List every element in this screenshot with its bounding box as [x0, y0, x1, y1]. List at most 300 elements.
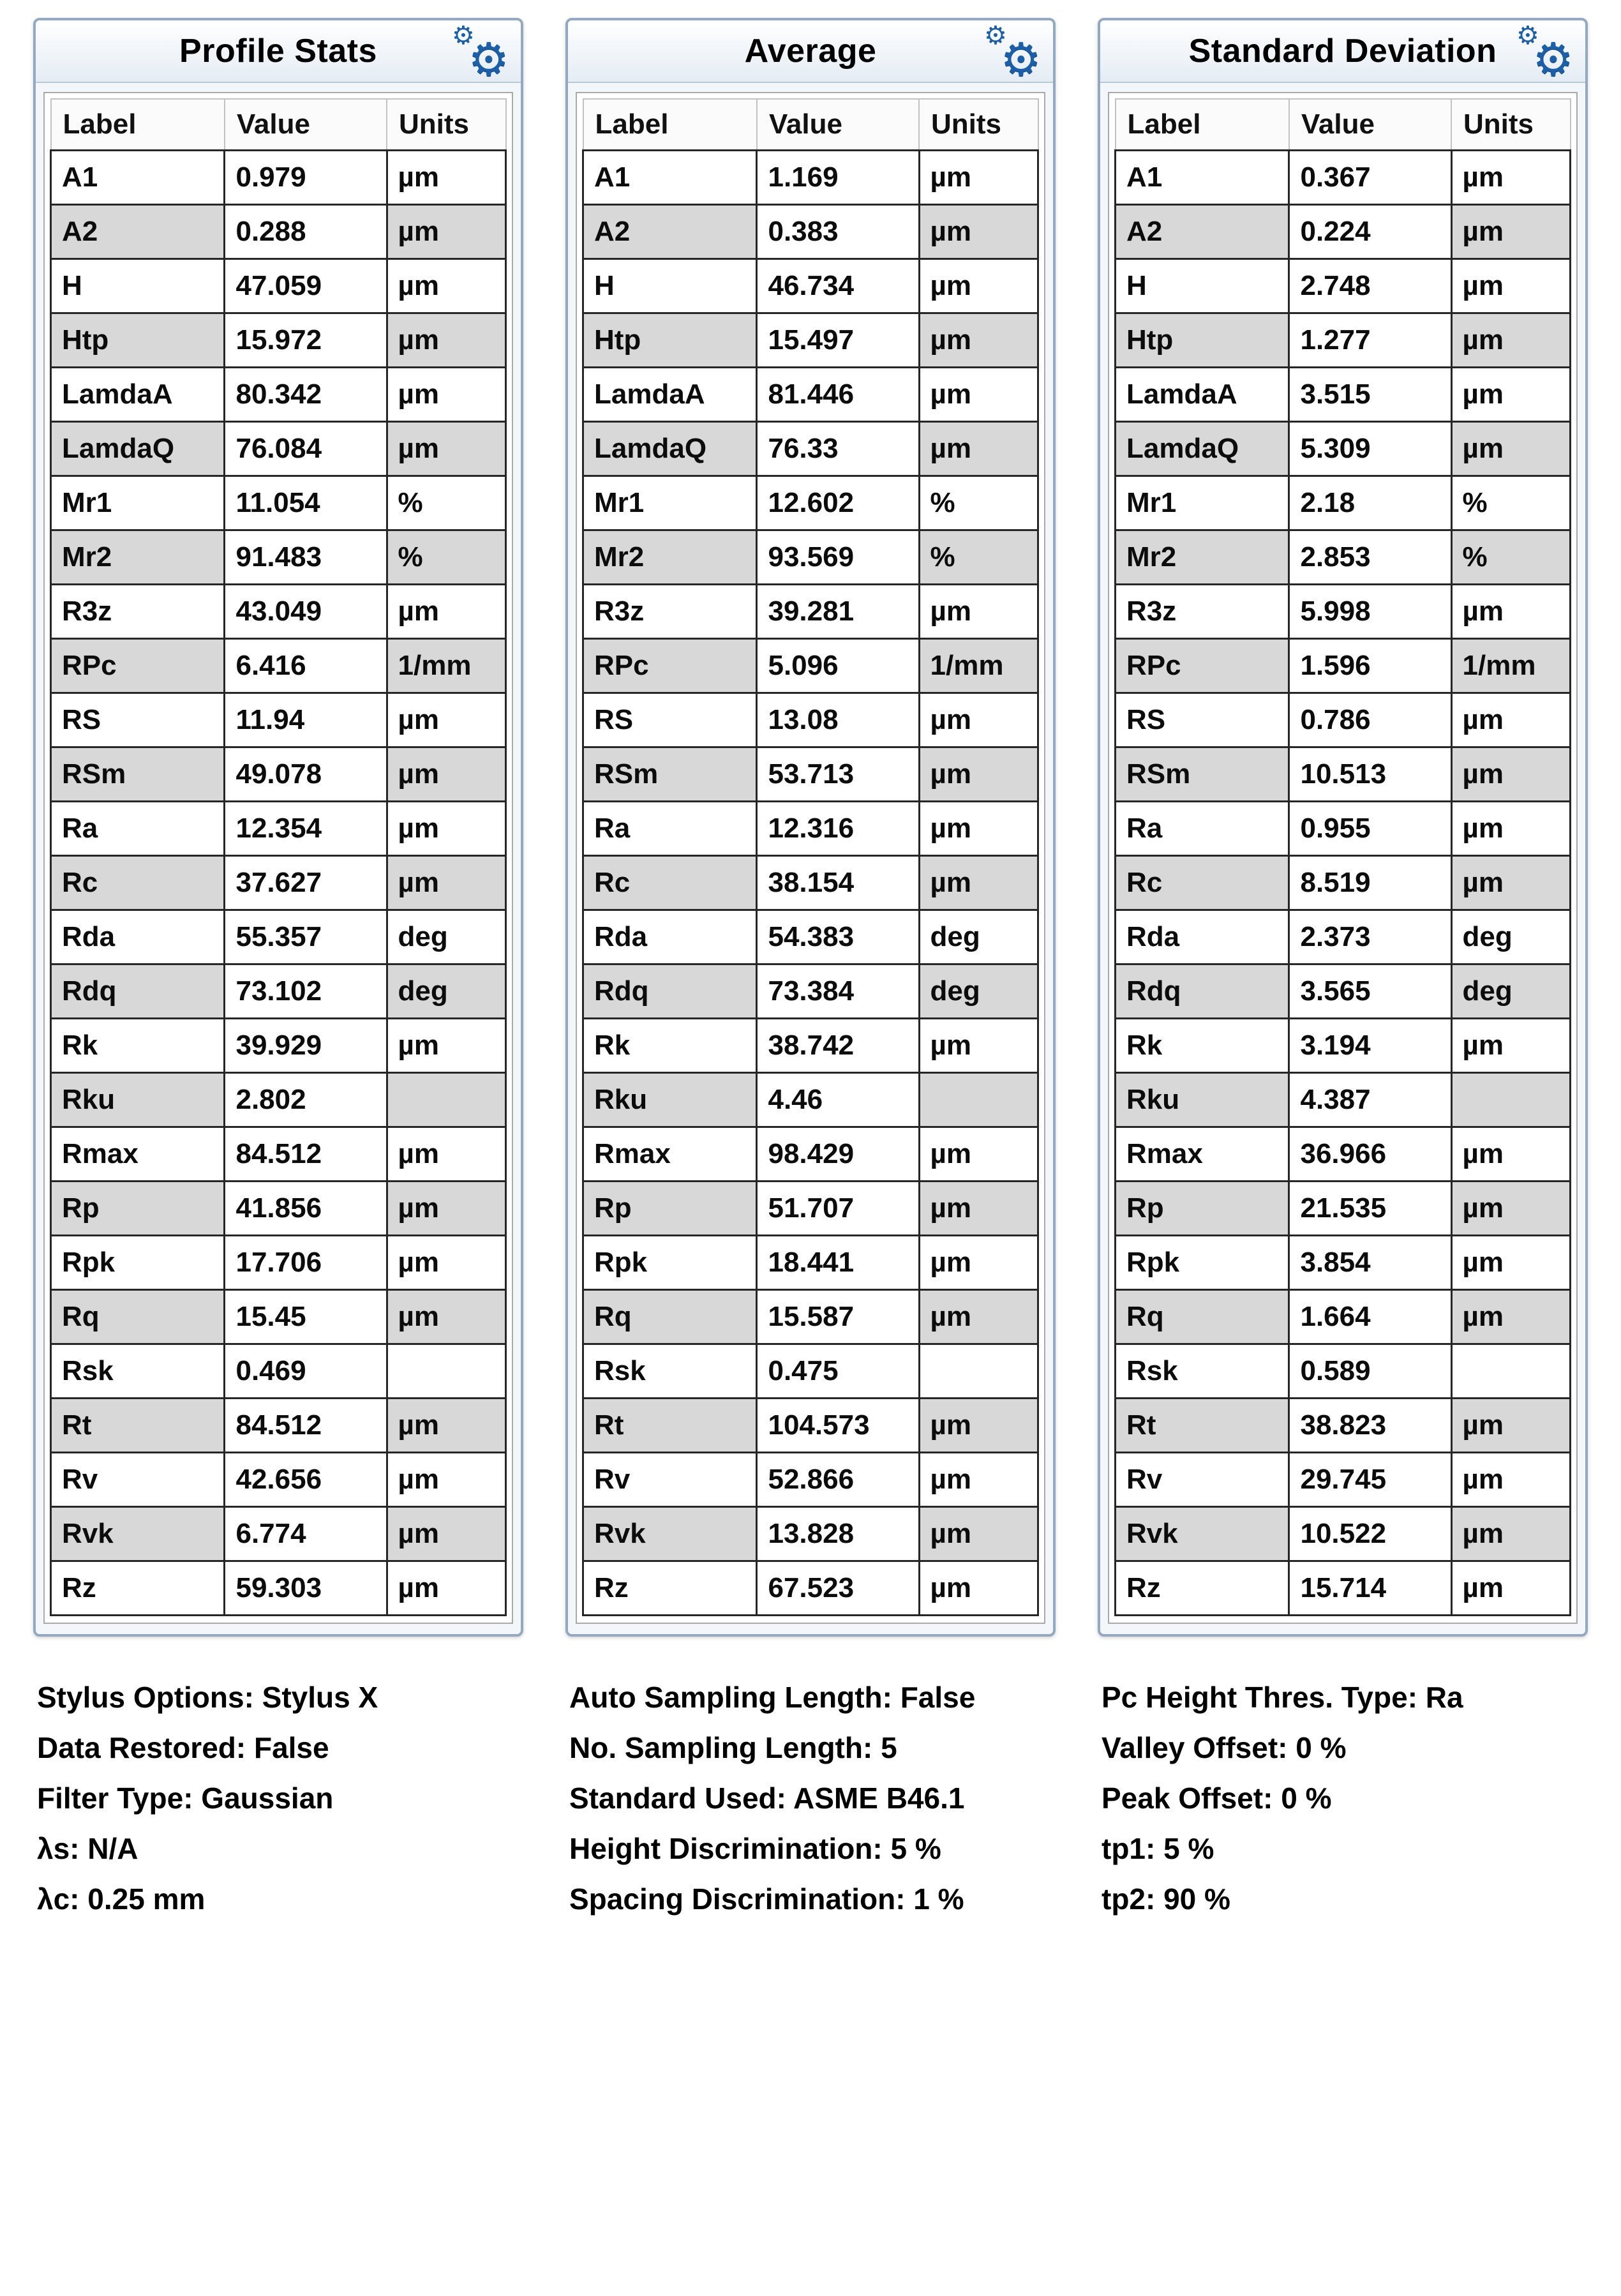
units-cell: µm: [1451, 1019, 1570, 1073]
value-cell: 2.802: [225, 1073, 387, 1127]
table-row: [51, 1019, 506, 1073]
settings-gears-icon[interactable]: [1515, 22, 1574, 86]
value-cell: 38.742: [757, 1019, 919, 1073]
units-cell: µm: [919, 1399, 1038, 1453]
panel-title: Standard Deviation: [1188, 33, 1497, 70]
table-row: [583, 1019, 1038, 1073]
units-cell: µm: [387, 802, 505, 856]
value-cell: 5.096: [757, 639, 919, 693]
value-cell: 2.853: [1289, 530, 1451, 585]
stats-table-container: [576, 92, 1045, 1624]
table-row: [583, 151, 1038, 205]
panel-header: [36, 20, 521, 86]
value-cell: 15.714: [1289, 1561, 1451, 1616]
value-cell: 2.748: [1289, 259, 1451, 313]
units-cell: [919, 1344, 1038, 1399]
table-row: [1116, 964, 1571, 1019]
table-row: [1116, 910, 1571, 964]
table-row: [51, 856, 506, 910]
label-cell: Rmax: [1116, 1127, 1289, 1182]
column-header-label: Label: [583, 99, 757, 151]
label-cell: H: [51, 259, 225, 313]
value-cell: 84.512: [225, 1399, 387, 1453]
table-row: [51, 1507, 506, 1561]
label-cell: H: [583, 259, 757, 313]
value-cell: 3.194: [1289, 1019, 1451, 1073]
label-cell: RS: [1116, 693, 1289, 747]
label-cell: RPc: [583, 639, 757, 693]
table-row: [583, 639, 1038, 693]
table-row: [583, 1127, 1038, 1182]
units-cell: µm: [919, 151, 1038, 205]
value-cell: 73.102: [225, 964, 387, 1019]
table-row: [1116, 259, 1571, 313]
units-cell: µm: [919, 1127, 1038, 1182]
table-row: [51, 747, 506, 802]
setting-line: Spacing Discrimination: 1 %: [569, 1882, 964, 1916]
label-cell: Rq: [1116, 1290, 1289, 1344]
label-cell: Rv: [583, 1453, 757, 1507]
value-cell: 0.955: [1289, 802, 1451, 856]
value-cell: 13.08: [757, 693, 919, 747]
column-header-units: Units: [919, 99, 1038, 151]
label-cell: Rc: [51, 856, 225, 910]
units-cell: µm: [387, 313, 505, 368]
value-cell: 52.866: [757, 1453, 919, 1507]
units-cell: [919, 1073, 1038, 1127]
table-row: [1116, 368, 1571, 422]
table-header-row: [1116, 99, 1571, 151]
large-gear-icon: ⚙: [1532, 34, 1574, 86]
units-cell: µm: [919, 585, 1038, 639]
table-row: [51, 1236, 506, 1290]
setting-line: λc: 0.25 mm: [37, 1882, 205, 1916]
label-cell: RPc: [51, 639, 225, 693]
value-cell: 1.169: [757, 151, 919, 205]
label-cell: Rt: [51, 1399, 225, 1453]
label-cell: Htp: [583, 313, 757, 368]
label-cell: Rdq: [1116, 964, 1289, 1019]
value-cell: 47.059: [225, 259, 387, 313]
label-cell: Rvk: [51, 1507, 225, 1561]
value-cell: 39.281: [757, 585, 919, 639]
value-cell: 53.713: [757, 747, 919, 802]
value-cell: 0.224: [1289, 205, 1451, 259]
label-cell: Mr1: [51, 476, 225, 530]
small-gear-icon: ⚙: [1516, 22, 1539, 50]
label-cell: Rvk: [1116, 1507, 1289, 1561]
column-header-units: Units: [387, 99, 505, 151]
table-row: [583, 585, 1038, 639]
table-row: [583, 1507, 1038, 1561]
table-row: [583, 747, 1038, 802]
table-row: [1116, 1507, 1571, 1561]
units-cell: µm: [387, 1182, 505, 1236]
table-row: [1116, 1019, 1571, 1073]
label-cell: Rmax: [583, 1127, 757, 1182]
units-cell: µm: [919, 802, 1038, 856]
units-cell: %: [919, 476, 1038, 530]
units-cell: µm: [387, 259, 505, 313]
label-cell: Rda: [1116, 910, 1289, 964]
units-cell: µm: [919, 1290, 1038, 1344]
label-cell: RS: [51, 693, 225, 747]
table-row: [583, 802, 1038, 856]
value-cell: 0.367: [1289, 151, 1451, 205]
table-row: [51, 151, 506, 205]
stats-table-container: [1108, 92, 1578, 1624]
table-row: [51, 1561, 506, 1616]
value-cell: 93.569: [757, 530, 919, 585]
units-cell: µm: [387, 1127, 505, 1182]
units-cell: µm: [1451, 585, 1570, 639]
label-cell: A2: [583, 205, 757, 259]
value-cell: 5.998: [1289, 585, 1451, 639]
table-row: [51, 1290, 506, 1344]
value-cell: 1.277: [1289, 313, 1451, 368]
label-cell: Rq: [51, 1290, 225, 1344]
table-row: [1116, 1561, 1571, 1616]
label-cell: Rda: [583, 910, 757, 964]
table-header-row: [583, 99, 1038, 151]
units-cell: µm: [1451, 747, 1570, 802]
value-cell: 91.483: [225, 530, 387, 585]
label-cell: Rc: [583, 856, 757, 910]
table-row: [1116, 1073, 1571, 1127]
table-row: [583, 1290, 1038, 1344]
panel-title: Average: [744, 33, 877, 70]
stats-table: [1114, 98, 1571, 1616]
units-cell: µm: [1451, 259, 1570, 313]
label-cell: Rv: [51, 1453, 225, 1507]
label-cell: LamdaA: [51, 368, 225, 422]
label-cell: A1: [1116, 151, 1289, 205]
label-cell: Rsk: [51, 1344, 225, 1399]
units-cell: µm: [387, 1507, 505, 1561]
value-cell: 10.513: [1289, 747, 1451, 802]
settings-gears-icon[interactable]: [983, 22, 1042, 86]
value-cell: 43.049: [225, 585, 387, 639]
units-cell: µm: [919, 693, 1038, 747]
stats-table: [582, 98, 1039, 1616]
label-cell: Rz: [583, 1561, 757, 1616]
table-row: [583, 476, 1038, 530]
label-cell: Ra: [583, 802, 757, 856]
table-row: [583, 368, 1038, 422]
table-row: [1116, 205, 1571, 259]
label-cell: Rk: [1116, 1019, 1289, 1073]
value-cell: 46.734: [757, 259, 919, 313]
label-cell: Rku: [583, 1073, 757, 1127]
units-cell: %: [1451, 530, 1570, 585]
value-cell: 10.522: [1289, 1507, 1451, 1561]
value-cell: 11.94: [225, 693, 387, 747]
value-cell: 12.602: [757, 476, 919, 530]
value-cell: 17.706: [225, 1236, 387, 1290]
table-row: [583, 693, 1038, 747]
table-row: [51, 476, 506, 530]
table-row: [1116, 1453, 1571, 1507]
settings-summary-profile-stats: [33, 1672, 523, 1925]
setting-line: Valley Offset: 0 %: [1102, 1731, 1347, 1765]
label-cell: Ra: [51, 802, 225, 856]
units-cell: µm: [919, 1182, 1038, 1236]
table-header-row: [51, 99, 506, 151]
value-cell: 80.342: [225, 368, 387, 422]
table-row: [583, 205, 1038, 259]
value-cell: 2.18: [1289, 476, 1451, 530]
units-cell: µm: [1451, 151, 1570, 205]
table-row: [583, 1073, 1038, 1127]
value-cell: 38.823: [1289, 1399, 1451, 1453]
units-cell: µm: [1451, 313, 1570, 368]
table-row: [583, 856, 1038, 910]
label-cell: RS: [583, 693, 757, 747]
value-cell: 59.303: [225, 1561, 387, 1616]
value-cell: 67.523: [757, 1561, 919, 1616]
table-row: [583, 1236, 1038, 1290]
units-cell: %: [919, 530, 1038, 585]
value-cell: 0.288: [225, 205, 387, 259]
value-cell: 104.573: [757, 1399, 919, 1453]
panel-header: [1100, 20, 1585, 86]
label-cell: Rda: [51, 910, 225, 964]
table-row: [51, 639, 506, 693]
units-cell: µm: [387, 1290, 505, 1344]
value-cell: 1.596: [1289, 639, 1451, 693]
value-cell: 3.565: [1289, 964, 1451, 1019]
setting-line: tp2: 90 %: [1102, 1882, 1230, 1916]
label-cell: Mr2: [583, 530, 757, 585]
setting-line: tp1: 5 %: [1102, 1832, 1214, 1866]
units-cell: µm: [387, 151, 505, 205]
panel-standard-deviation: [1098, 18, 1588, 1637]
table-row: [583, 1399, 1038, 1453]
small-gear-icon: ⚙: [452, 22, 475, 50]
units-cell: µm: [1451, 1561, 1570, 1616]
units-cell: 1/mm: [1451, 639, 1570, 693]
units-cell: µm: [1451, 856, 1570, 910]
table-row: [583, 1182, 1038, 1236]
value-cell: 11.054: [225, 476, 387, 530]
units-cell: [387, 1344, 505, 1399]
label-cell: RSm: [583, 747, 757, 802]
label-cell: Rp: [1116, 1182, 1289, 1236]
units-cell: µm: [1451, 1290, 1570, 1344]
label-cell: Rp: [583, 1182, 757, 1236]
value-cell: 0.979: [225, 151, 387, 205]
value-cell: 13.828: [757, 1507, 919, 1561]
value-cell: 38.154: [757, 856, 919, 910]
units-cell: µm: [919, 1236, 1038, 1290]
column-header-units: Units: [1451, 99, 1570, 151]
table-row: [51, 422, 506, 476]
value-cell: 55.357: [225, 910, 387, 964]
table-row: [51, 259, 506, 313]
value-cell: 12.316: [757, 802, 919, 856]
panel-profile-stats: [33, 18, 523, 1637]
units-cell: µm: [919, 1019, 1038, 1073]
label-cell: LamdaA: [583, 368, 757, 422]
label-cell: A2: [1116, 205, 1289, 259]
table-row: [51, 1399, 506, 1453]
label-cell: R3z: [583, 585, 757, 639]
value-cell: 41.856: [225, 1182, 387, 1236]
table-row: [51, 1453, 506, 1507]
units-cell: µm: [919, 368, 1038, 422]
value-cell: 81.446: [757, 368, 919, 422]
label-cell: Rz: [1116, 1561, 1289, 1616]
table-row: [583, 1344, 1038, 1399]
value-cell: 15.972: [225, 313, 387, 368]
units-cell: µm: [1451, 1127, 1570, 1182]
units-cell: µm: [387, 422, 505, 476]
units-cell: µm: [387, 1399, 505, 1453]
label-cell: Htp: [1116, 313, 1289, 368]
table-row: [583, 530, 1038, 585]
value-cell: 0.589: [1289, 1344, 1451, 1399]
large-gear-icon: ⚙: [1000, 34, 1042, 86]
label-cell: Rmax: [51, 1127, 225, 1182]
value-cell: 76.084: [225, 422, 387, 476]
table-row: [1116, 639, 1571, 693]
units-cell: µm: [387, 585, 505, 639]
small-gear-icon: ⚙: [984, 22, 1007, 50]
label-cell: Mr1: [583, 476, 757, 530]
column-header-value: Value: [1289, 99, 1451, 151]
table-row: [51, 910, 506, 964]
units-cell: µm: [1451, 1399, 1570, 1453]
value-cell: 18.441: [757, 1236, 919, 1290]
table-row: [583, 1561, 1038, 1616]
units-cell: [387, 1073, 505, 1127]
table-row: [1116, 1399, 1571, 1453]
units-cell: %: [1451, 476, 1570, 530]
value-cell: 51.707: [757, 1182, 919, 1236]
label-cell: Rpk: [583, 1236, 757, 1290]
value-cell: 0.469: [225, 1344, 387, 1399]
value-cell: 37.627: [225, 856, 387, 910]
label-cell: Rsk: [583, 1344, 757, 1399]
label-cell: RPc: [1116, 639, 1289, 693]
table-row: [583, 313, 1038, 368]
settings-gears-icon[interactable]: [451, 22, 509, 86]
units-cell: µm: [387, 205, 505, 259]
table-row: [1116, 1344, 1571, 1399]
label-cell: Htp: [51, 313, 225, 368]
units-cell: µm: [919, 1507, 1038, 1561]
value-cell: 39.929: [225, 1019, 387, 1073]
table-row: [1116, 856, 1571, 910]
table-row: [1116, 585, 1571, 639]
settings-summaries: [33, 1672, 1588, 1925]
label-cell: A1: [51, 151, 225, 205]
label-cell: Rvk: [583, 1507, 757, 1561]
label-cell: A1: [583, 151, 757, 205]
table-row: [51, 1073, 506, 1127]
label-cell: R3z: [51, 585, 225, 639]
label-cell: Rt: [583, 1399, 757, 1453]
units-cell: µm: [387, 693, 505, 747]
units-cell: [1451, 1344, 1570, 1399]
value-cell: 15.497: [757, 313, 919, 368]
units-cell: µm: [919, 1561, 1038, 1616]
units-cell: µm: [919, 259, 1038, 313]
label-cell: Rku: [1116, 1073, 1289, 1127]
table-row: [51, 964, 506, 1019]
units-cell: µm: [1451, 1182, 1570, 1236]
table-row: [583, 259, 1038, 313]
label-cell: Rp: [51, 1182, 225, 1236]
label-cell: Mr2: [51, 530, 225, 585]
setting-line: No. Sampling Length: 5: [569, 1731, 897, 1765]
units-cell: µm: [1451, 422, 1570, 476]
value-cell: 15.587: [757, 1290, 919, 1344]
units-cell: deg: [387, 964, 505, 1019]
table-row: [1116, 313, 1571, 368]
table-row: [1116, 422, 1571, 476]
units-cell: deg: [919, 910, 1038, 964]
table-row: [51, 693, 506, 747]
units-cell: µm: [919, 313, 1038, 368]
units-cell: µm: [1451, 368, 1570, 422]
settings-summary-average: [565, 1672, 1056, 1925]
units-cell: µm: [387, 1453, 505, 1507]
column-header-value: Value: [757, 99, 919, 151]
label-cell: Rz: [51, 1561, 225, 1616]
setting-line: Auto Sampling Length: False: [569, 1681, 976, 1714]
table-row: [51, 1344, 506, 1399]
units-cell: µm: [919, 205, 1038, 259]
table-row: [51, 585, 506, 639]
label-cell: Rpk: [1116, 1236, 1289, 1290]
units-cell: deg: [1451, 910, 1570, 964]
table-row: [583, 422, 1038, 476]
units-cell: µm: [1451, 1507, 1570, 1561]
value-cell: 1.664: [1289, 1290, 1451, 1344]
column-header-value: Value: [225, 99, 387, 151]
label-cell: Ra: [1116, 802, 1289, 856]
units-cell: µm: [919, 422, 1038, 476]
label-cell: RSm: [1116, 747, 1289, 802]
units-cell: µm: [387, 1019, 505, 1073]
label-cell: Rk: [583, 1019, 757, 1073]
units-cell: µm: [1451, 693, 1570, 747]
label-cell: Rpk: [51, 1236, 225, 1290]
settings-summary-standard-deviation: [1098, 1672, 1588, 1925]
label-cell: H: [1116, 259, 1289, 313]
label-cell: Mr1: [1116, 476, 1289, 530]
table-row: [51, 1182, 506, 1236]
setting-line: Stylus Options: Stylus X: [37, 1681, 378, 1714]
label-cell: Rsk: [1116, 1344, 1289, 1399]
setting-line: λs: N/A: [37, 1832, 138, 1866]
setting-line: Data Restored: False: [37, 1731, 329, 1765]
table-row: [51, 368, 506, 422]
units-cell: 1/mm: [919, 639, 1038, 693]
value-cell: 54.383: [757, 910, 919, 964]
stats-table-container: [43, 92, 513, 1624]
label-cell: Rv: [1116, 1453, 1289, 1507]
value-cell: 0.786: [1289, 693, 1451, 747]
units-cell: deg: [387, 910, 505, 964]
table-row: [1116, 747, 1571, 802]
units-cell: µm: [919, 747, 1038, 802]
table-row: [51, 1127, 506, 1182]
table-row: [1116, 151, 1571, 205]
label-cell: Mr2: [1116, 530, 1289, 585]
table-row: [51, 205, 506, 259]
